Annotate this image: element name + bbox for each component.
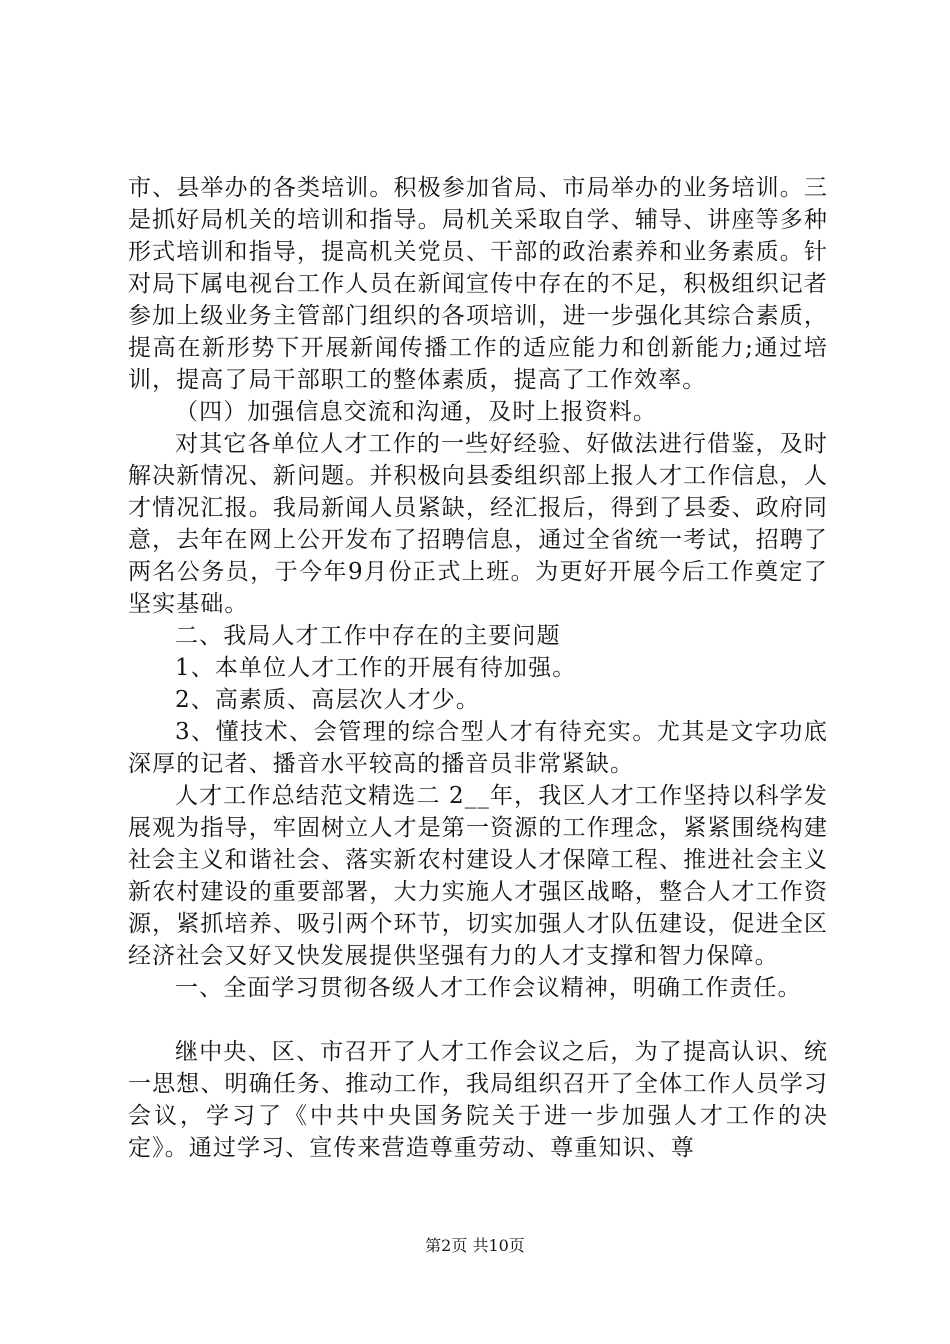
page-number-footer: 第2页 共10页 (425, 1236, 525, 1255)
paragraph-study-meeting: 继中央、区、市召开了人才工作会议之后，为了提高认识、统一思想、明确任务、推动工作，我局组织召开了全体工作人员学习会议，学习了《中共中央国务院关于进一步加强人才工作的决定》。通过学习、宣传来营造尊重劳动、尊重知识、尊 (128, 1039, 828, 1161)
paragraph-info-exchange: 对其它各单位人才工作的一些好经验、好做法进行借鉴，及时解决新情况、新问题。并积极向县委组织部上报人才工作信息，人才情况汇报。我局新闻人员紧缺，经汇报后，得到了县委、政府同意，去年在网上公开发布了招聘信息，通过全省统一考试，招聘了两名公务员，于今年9月份正式上班。为更好开展今后工作奠定了坚实基础。 (128, 431, 828, 617)
section-heading-main-problems: 二、我局人才工作中存在的主要问题 (175, 623, 561, 649)
list-item-problem-3: 3、懂技术、会管理的综合型人才有待充实。尤其是文字功底深厚的记者、播音水平较高的播音员非常紧缺。 (128, 719, 828, 777)
document-body (128, 172, 828, 1164)
list-item-problem-2: 2、高素质、高层次人才少。 (175, 687, 480, 713)
list-item-problem-1: 1、本单位人才工作的开展有待加强。 (175, 655, 577, 681)
section-heading-info-exchange: （四）加强信息交流和沟通，及时上报资料。 (175, 399, 657, 425)
paragraph-sample-two-intro: 人才工作总结范文精选二 2__年，我区人才工作坚持以科学发展观为指导，牢固树立人才是第一资源的工作理念，紧紧围绕构建社会主义和谐社会、落实新农村建设人才保障工程、推进社会主义新农村建设的重要部署，大力实施人才强区战略，整合人才工作资源，紧抓培养、吸引两个环节，切实加强人才队伍建设，促进全区经济社会又好又快发展提供坚强有力的人才支撑和智力保障。 (128, 783, 828, 969)
section-heading-study-meeting: 一、全面学习贯彻各级人才工作会议精神，明确工作责任。 (175, 975, 802, 1001)
paragraph-training-continued: 市、县举办的各类培训。积极参加省局、市局举办的业务培训。三是抓好局机关的培训和指导。局机关采取自学、辅导、讲座等多种形式培训和指导，提高机关党员、干部的政治素养和业务素质。针对局下属电视台工作人员在新闻宣传中存在的不足，积极组织记者参加上级业务主管部门组织的各项培训，进一步强化其综合素质，提高在新形势下开展新闻传播工作的适应能力和创新能力;通过培训，提高了局干部职工的整体素质，提高了工作效率。 (128, 175, 828, 393)
